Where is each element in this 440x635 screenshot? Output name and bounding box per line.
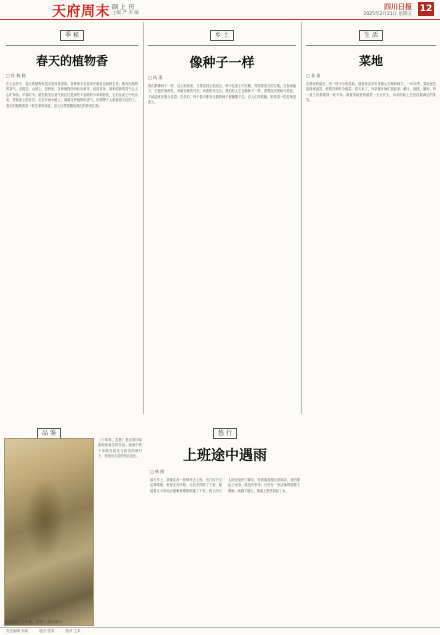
page-number-badge: 12: [419, 4, 433, 14]
article-bottom: [150, 420, 436, 630]
article-column-1: [6, 22, 138, 437]
column-label: 生 活: [359, 30, 383, 41]
article-body: 那天早上，我像往常一样骑车去上班。出门时天空还算晴朗，谁知走到半路，天色突然暗了下来，紧接着豆大的雨点便噼里啪啦地落了下来。路上的行人纷纷加快了脚步，有的躲进路边的商店，有的撑起了雨伞。我没有带伞，只好在一家店铺的屋檐下避雨。雨越下越大，街道上很快积起了水。: [150, 478, 300, 493]
column-label: 季 候: [60, 30, 84, 41]
art-feature: [4, 420, 144, 630]
paper-name: 四川日报: [384, 2, 412, 11]
article-body: 我们都像种子一样，从土地里来，又要回到土地里去。种子在泥土中沉睡，等待着春天的召唤。当春雨落下，它便开始萌发，冲破坚硬的外壳，向着阳光生长。我们的人生也像种子一样，需要经历黑暗与孤独，才能迎来光明与希望。在乡村，每个春天都有无数的种子被播撒下去，农人们弯着腰，把希望一粒粒埋进泥土。: [148, 84, 296, 105]
article-headline: 春天的植物香: [35, 54, 108, 68]
divider: [6, 45, 138, 46]
article-author: □ 杜 秋 晓: [6, 73, 26, 78]
footer-item: 校对 王某: [65, 629, 81, 633]
article-headline: 像种子一样: [189, 56, 255, 71]
paper-date: 2025年2月21日 星期五: [363, 12, 412, 17]
column-label: 悠 行: [213, 428, 237, 439]
masthead: [0, 0, 440, 20]
page-footer: [0, 627, 440, 635]
brand-logo: 天府周末: [52, 4, 110, 20]
section-subtitle: 主编 严 李 编: [112, 11, 139, 16]
image-caption: 莫奈名画《干草堆，雪景》（资料图片）: [4, 620, 66, 624]
column-divider: [143, 22, 144, 414]
article-headline: 菜地: [358, 54, 383, 68]
article-column-2: [148, 22, 296, 439]
divider: [306, 45, 436, 46]
article-author: □ 张 岚: [306, 73, 321, 78]
article-body: 在我家的屋后，有一块小小的菜地。那是母亲多年来精心打理的地方。一年四季，菜地里总是绿意盎然，种着各种时令蔬菜。春天来了，母亲便开始忙碌起来，翻土、施肥、播种，每一道工序都做得一丝不苟。看着菜地里的蔬菜一天天长大，母亲的脸上总是挂着满足的笑容。: [306, 82, 436, 103]
column-label: 乡 土: [210, 30, 234, 41]
footer-item: 版式 张某: [39, 629, 55, 633]
column-label: 品 鉴: [37, 428, 61, 439]
painting-image: [4, 438, 94, 626]
article-body: 在大自然中，春天的植物有很多是非常香的。各种草木在春风中焕发出勃勃生机，散发出独特的香气。在路边、山坡上、田野里，各种植物纷纷吐出新芽，绽放花朵，那种清新的香气让人心旷神怡。早春时节，最先散发出香气的往往是那些不起眼的小草和野花，它们从泥土中钻出来，带着泥土的芬芳。走在乡间小路上，闻着这些植物的香气，仿佛整个人都被春天包围了。春天的植物香是一种生命的味道，是大自然馈赠给我们的珍贵礼物。: [6, 82, 138, 108]
column-divider: [301, 22, 302, 414]
section-title: 副 上 刊: [112, 4, 134, 11]
art-description: 《干草堆，雪景》是法国印象派画家莫奈的作品。画面中的干草堆在阳光与积雪的映衬下，呈现出丰富的色彩变化。: [98, 438, 142, 459]
article-headline: 上班途中遇雨: [183, 448, 267, 464]
divider: [148, 45, 296, 46]
article-author: □ 风 清: [148, 75, 163, 80]
article-author: □ 林 鸥: [150, 469, 165, 474]
footer-item: 责任编辑 李某: [6, 629, 29, 633]
